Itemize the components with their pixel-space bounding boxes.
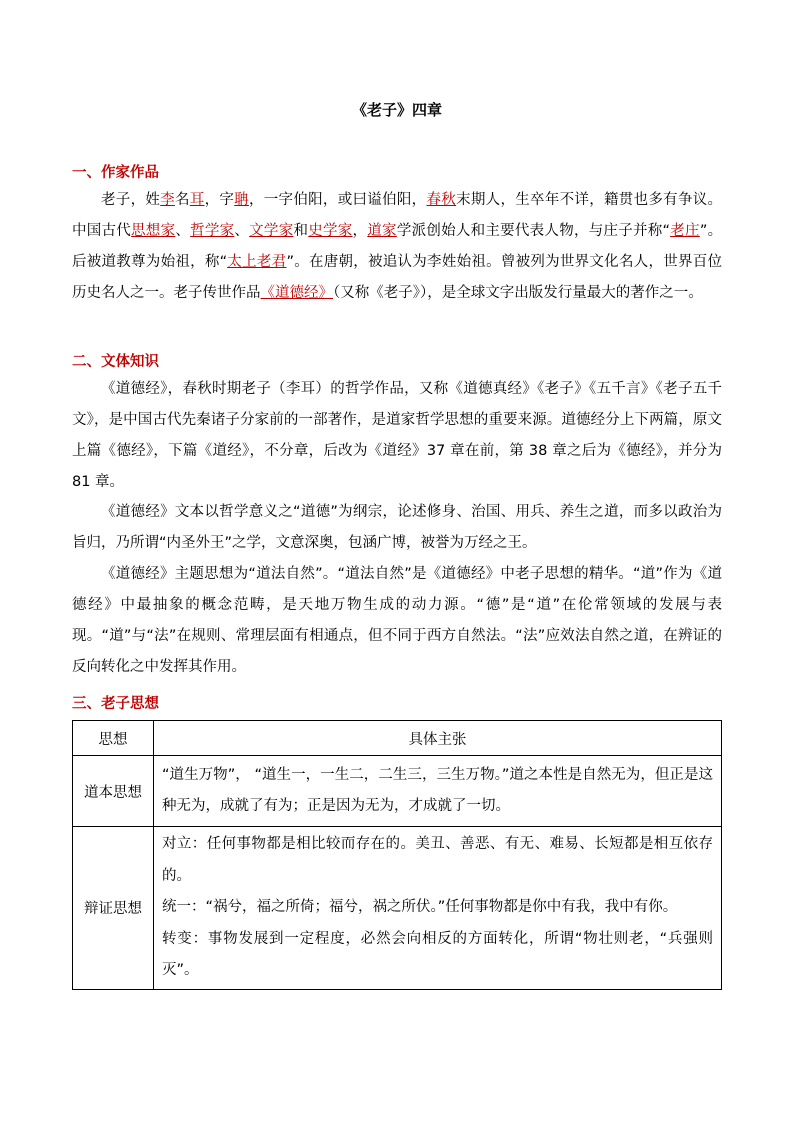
text-run: 学派创始人和主要代表人物，与庄子并称“	[396, 223, 671, 239]
document-title: 《老子》四章	[351, 101, 442, 119]
link-historian[interactable]: 史学家	[308, 223, 353, 239]
text-run: （又称《老子》），是全球文字出版发行量最大的著作之一。	[333, 285, 703, 301]
paragraph-genre-3: 《道德经》主题思想为“道法自然”。“道法自然”是《道德经》中老子思想的精华。“道”作为《道德经》中最抽象的概念范畴，是天地万物生成的动力源。“德”是“道”在伦常领域的发展与表现。“道”与“法”在规则、常理层面有相通点，但不同于西方自然法。“法”应效法自然之道，在辨证的反向转化之中发挥其作用。	[72, 566, 722, 675]
thought-table	[72, 720, 722, 990]
text-run: ”。在唐朝，被追认为李姓始祖。曾被列为世界文化名人，世界百位历史名人之一。老子传世作品	[72, 254, 723, 301]
text-run: 、	[234, 223, 250, 239]
text-run: ”。后被道教尊为始祖，称“	[72, 223, 723, 270]
text-run: 、	[175, 223, 191, 239]
claim-line-opposition: 对立：任何事物都是相比较而存在的。美丑、善恶、有无、难易、长短都是相互依存的。	[162, 836, 713, 884]
row-name-daoben: 道本思想	[73, 756, 154, 827]
text-run: ，字	[204, 192, 235, 208]
link-li[interactable]: 李	[160, 192, 175, 208]
text-run: 和	[293, 223, 309, 239]
text-run: ，	[352, 223, 368, 239]
row-claims-daoben	[154, 756, 722, 827]
header-thought: 思想	[73, 721, 154, 756]
text-run: 末期人，生卒年不详，籍贯也多有争议。中国古代	[72, 192, 723, 239]
table-row	[73, 827, 722, 990]
claim-line-transformation: 转变：事物发展到一定程度，必然会向相反的方面转化，所谓“物壮则老，“兵强则灭”。	[162, 930, 713, 978]
link-writer[interactable]: 文学家	[249, 223, 294, 239]
section-heading-author: 一、作家作品	[72, 165, 159, 181]
row-name-dialectic: 辩证思想	[73, 827, 154, 990]
link-daodejing[interactable]: 《道德经》	[260, 285, 333, 301]
header-claims: 具体主张	[154, 721, 722, 756]
link-er[interactable]: 耳	[189, 192, 205, 208]
text-run: 名	[174, 192, 190, 208]
paragraph-genre-2: 《道德经》文本以哲学意义之“道德”为纲宗，论述修身、治国、用兵、养生之道，而多以政治为旨归，乃所谓“内圣外王”之学，文意深奥，包涵广博，被誉为万经之王。	[72, 504, 722, 551]
section-heading-genre: 二、文体知识	[72, 354, 159, 370]
link-thinker[interactable]: 思想家	[131, 223, 176, 239]
text-run: ，一字伯阳，或曰谥伯阳，	[248, 192, 427, 208]
text-run: 老子，姓	[101, 192, 161, 208]
link-taishang-laojun[interactable]: 太上老君	[227, 254, 287, 270]
row-claims-dialectic	[154, 827, 722, 990]
paragraph-genre-1: 《道德经》，春秋时期老子（李耳）的哲学作品，又称《道德真经》《老子》《五千言》《老子五千文》，是中国古代先秦诸子分家前的一部著作，是道家哲学思想的重要来源。道德经分上下两篇，原文上篇《德经》，下篇《道经》，不分章，后改为《道经》37 章在前，第 38 章之后为《德经》，并分为 81 章。	[72, 381, 722, 490]
link-philosopher[interactable]: 哲学家	[190, 223, 235, 239]
link-taoism[interactable]: 道家	[367, 223, 397, 239]
claim-line-unity: 统一：“祸兮，福之所倚；福兮，祸之所伏。”任何事物都是你中有我，我中有你。	[162, 899, 678, 915]
link-dan[interactable]: 聃	[234, 192, 249, 208]
link-laozhuang[interactable]: 老庄	[670, 223, 700, 239]
table-header-row	[73, 721, 722, 756]
link-chunqiu[interactable]: 春秋	[426, 192, 457, 208]
paragraph-author-intro	[72, 185, 722, 309]
section-heading-thought: 三、老子思想	[72, 696, 159, 712]
claim-line: “道生万物”， “道生一，一生二，二生三，三生万物。”道之本性是自然无为，但正是这种无为，成就了有为；正是因为无为，才成就了一切。	[162, 766, 713, 814]
table-row	[73, 756, 722, 827]
